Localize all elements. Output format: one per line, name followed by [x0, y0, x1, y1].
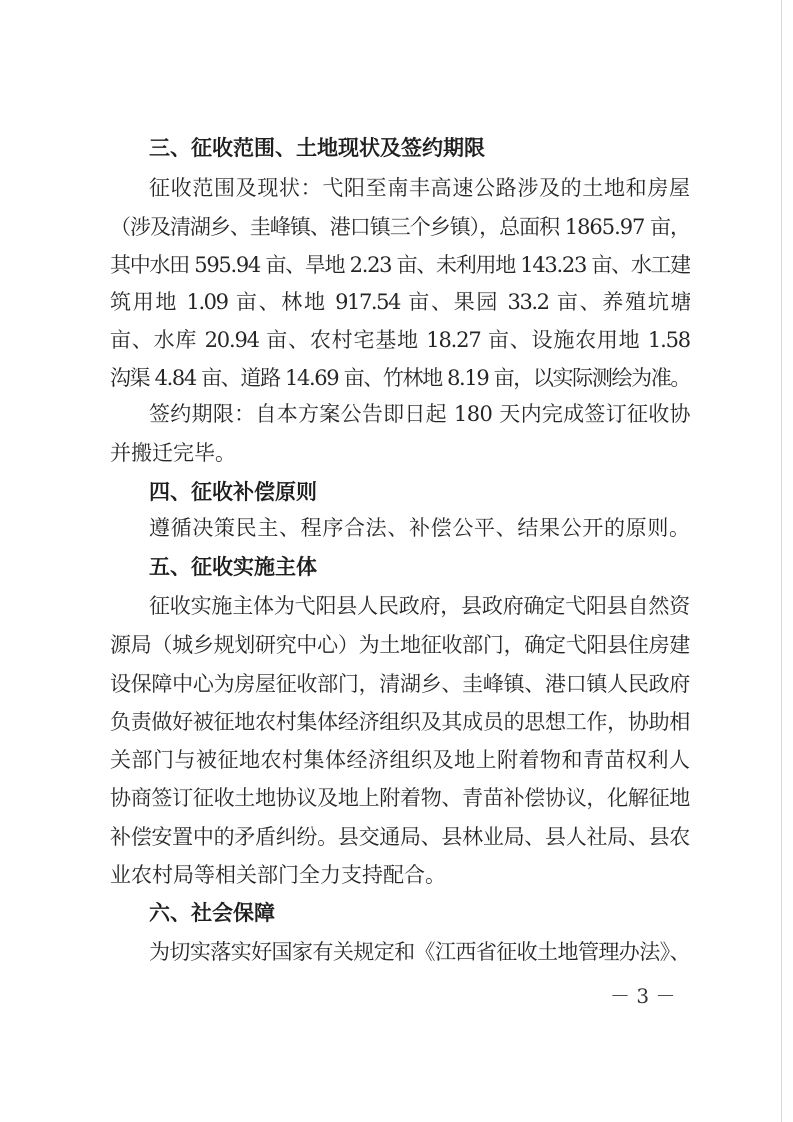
page-number: － 3 － [610, 984, 676, 1008]
section-heading: 六、社会保障 [149, 900, 275, 925]
paragraph-line: 关部门与被征地农村集体经济组织及地上附着物和青苗权利人 [110, 748, 690, 772]
paragraph-line: 沟渠 4.84 亩、道路 14.69 亩、竹林地 8.19 亩，以实际测绘为准。 [110, 366, 690, 390]
section-heading: 三、征收范围、土地现状及签约期限 [149, 135, 485, 160]
paragraph-first-line: 征收实施主体为弋阳县人民政府，县政府确定弋阳县自然资 [149, 594, 690, 618]
paragraph-line: （涉及清湖乡、圭峰镇、港口镇三个乡镇），总面积 1865.97 亩， [110, 215, 690, 239]
paragraph-last-line: 业农村局等相关部门全力支持配合。 [110, 863, 446, 887]
paragraph-line: 亩、水库 20.94 亩、农村宅基地 18.27 亩、设施农用地 1.58 [110, 328, 690, 352]
scan-edge-right [781, 0, 782, 1122]
paragraph-first-line: 遵循决策民主、程序合法、补偿公平、结果公开的原则。 [149, 516, 690, 540]
section-heading: 五、征收实施主体 [149, 554, 317, 579]
paragraph-line: 源局（城乡规划研究中心）为土地征收部门，确定弋阳县住房建 [110, 633, 690, 657]
paragraph-line: 筑用地 1.09 亩、林地 917.54 亩、果园 33.2 亩、养殖坑塘 [110, 290, 690, 314]
paragraph-line: 设保障中心为房屋征收部门，清湖乡、圭峰镇、港口镇人民政府 [110, 672, 690, 696]
paragraph-first-line: 签约期限：自本方案公告即日起 180 天内完成签订征收协 [149, 402, 690, 426]
paragraph-line: 其中水田 595.94 亩、旱地 2.23 亩、未利用地 143.23 亩、水工建 [110, 253, 690, 277]
paragraph-line: 协商签订征收土地协议及地上附着物、青苗补偿协议，化解征地 [110, 786, 690, 810]
paragraph-first-line: 为切实落实好国家有关规定和《江西省征收土地管理办法》、 [149, 940, 690, 964]
paragraph-line: 补偿安置中的矛盾纠纷。县交通局、县林业局、县人社局、县农 [110, 825, 690, 849]
section-heading: 四、征收补偿原则 [149, 479, 317, 504]
paragraph-first-line: 征收范围及现状：弋阳至南丰高速公路涉及的土地和房屋 [149, 176, 690, 200]
paragraph-line: 负责做好被征地农村集体经济组织及其成员的思想工作，协助相 [110, 710, 690, 734]
paragraph-last-line: 并搬迁完毕。 [110, 441, 236, 465]
